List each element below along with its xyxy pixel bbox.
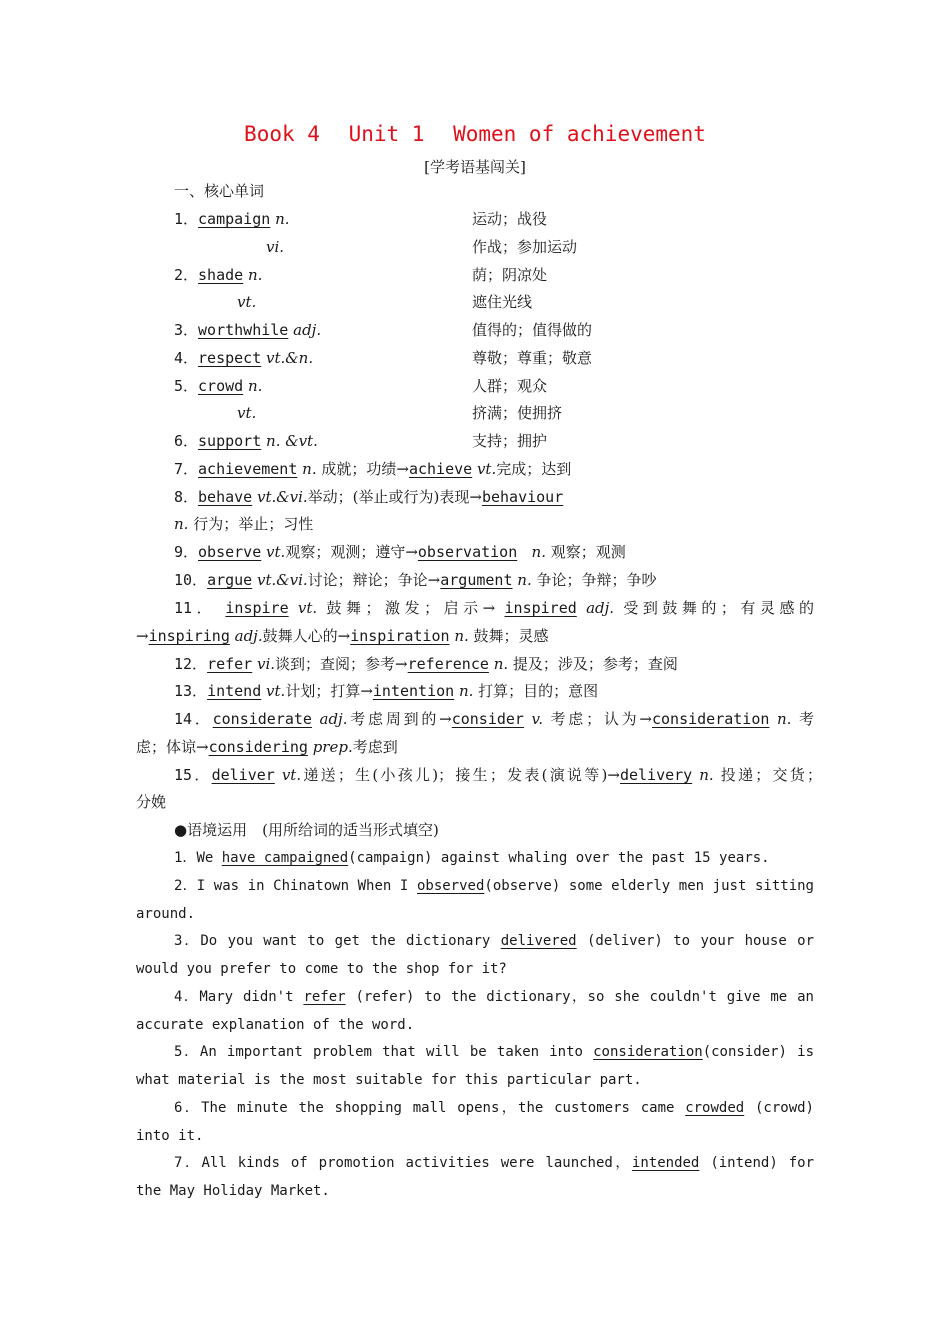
word-row-11: 11． inspire vt. 鼓舞；激发；启示→ inspired adj. 受到鼓舞的；有灵感的 — [174, 599, 814, 617]
exercise-3: 3．Do you want to get the dictionary delivered (deliver) to your house or — [174, 933, 815, 949]
title-topic: Women of achievement — [453, 122, 706, 146]
word-term: behave — [198, 488, 253, 506]
word-meaning: 荫；阴凉处 — [472, 266, 548, 284]
exercise-7: 7．All kinds of promotion activities were launched，intended (intend) for — [174, 1155, 814, 1171]
word-row: 6．support n. &vt. — [174, 432, 318, 450]
word-row: 5．crowd n. — [174, 377, 263, 395]
word-row-14-cont: 虑；体谅→considering prep.考虑到 — [136, 738, 398, 756]
exercise-2-cont: around. — [136, 906, 196, 922]
exercise-6-cont: into it. — [136, 1128, 204, 1144]
word-term: intend — [207, 682, 262, 700]
word-meaning: 值得的；值得做的 — [472, 321, 593, 339]
exercise-7-cont: the May Holiday Market. — [136, 1183, 330, 1199]
exercise-6: 6．The minute the shopping mall opens，the customers came crowded (crowd) — [174, 1100, 814, 1116]
word-term: worthwhile — [198, 321, 289, 339]
word-term: refer — [207, 655, 253, 673]
word-term: inspire — [225, 599, 289, 617]
word-term: observation — [417, 543, 518, 561]
word-term: crowd — [198, 377, 244, 395]
title-unit: Unit 1 — [348, 122, 425, 146]
word-row: 3．worthwhile adj. — [174, 321, 322, 339]
word-term: respect — [198, 349, 262, 367]
word-term: inspiration — [350, 627, 450, 645]
word-term: behaviour — [481, 488, 564, 506]
exercise-answer: observed — [416, 878, 485, 894]
exercise-5-cont: what material is the most suitable for this particular part. — [136, 1072, 642, 1088]
word-term: inspiring — [148, 627, 230, 645]
word-term: achieve — [408, 460, 473, 478]
word-term: considerate — [212, 710, 312, 728]
exercise-2: 2．I was in Chinatown When I observed(observe) some elderly men just sitting — [174, 878, 814, 894]
word-meaning: 挤满；使拥挤 — [472, 404, 563, 422]
word-term: delivery — [619, 766, 693, 784]
word-term: argument — [440, 571, 513, 589]
word-term: consideration — [652, 710, 770, 728]
word-meaning: 支持；拥护 — [472, 432, 548, 450]
title-book: Book 4 — [244, 122, 320, 146]
exercise-4-cont: accurate explanation of the word. — [136, 1017, 415, 1033]
word-meaning: 作战；参加运动 — [472, 238, 578, 256]
word-row: 2．shade n. — [174, 266, 263, 284]
exercise-answer: refer — [303, 989, 346, 1005]
word-row-8-cont: n. 行为；举止；习性 — [174, 515, 314, 533]
word-term: deliver — [211, 766, 275, 784]
exercise-answer: intended — [631, 1155, 700, 1171]
word-term: consider — [451, 710, 524, 728]
word-term: observe — [198, 543, 262, 561]
section-heading-context: ●语境运用 (用所给词的适当形式填空) — [174, 821, 439, 839]
word-row-15: 15．deliver vt.递送；生(小孩儿)；接生；发表(演说等)→delivery n. 投递；交货； — [174, 766, 822, 784]
word-pos: vt. — [237, 404, 257, 422]
word-term: intention — [372, 682, 455, 700]
word-term: argue — [207, 571, 253, 589]
page-subtitle: [学考语基闯关] — [424, 158, 526, 176]
word-row-12: 12．refer vi.谈到；查阅；参考→reference n. 提及；涉及；参考；查阅 — [174, 655, 678, 673]
exercise-4: 4．Mary didn't refer (refer) to the dictionary，so she couldn't give me an — [174, 989, 814, 1005]
exercise-answer: consideration — [593, 1044, 703, 1060]
word-term: considering — [208, 738, 308, 756]
exercise-3-cont: would you prefer to come to the shop for it? — [136, 961, 507, 977]
exercise-1: 1．We have campaigned(campaign) against whaling over the past 15 years. — [174, 850, 770, 866]
word-row: 1．campaign n. — [174, 210, 290, 228]
word-pos: vt. — [237, 293, 257, 311]
word-meaning: 尊敬；尊重；敬意 — [472, 349, 593, 367]
exercise-answer: delivered — [500, 933, 577, 949]
word-meaning: 人群；观众 — [472, 377, 548, 395]
word-term: shade — [198, 266, 244, 284]
word-term: achievement — [198, 460, 298, 478]
word-meaning: 遮住光线 — [472, 293, 533, 311]
word-row-9: 9．observe vt.观察；观测；遵守→observation n. 观察；观测 — [174, 543, 626, 561]
word-term: reference — [407, 655, 489, 673]
exercise-answer: have campaigned — [221, 850, 349, 866]
word-row-15-cont: 分娩 — [136, 793, 167, 811]
word-term: campaign — [198, 210, 271, 228]
exercise-5: 5．An important problem that will be taken into consideration(consider) is — [174, 1044, 814, 1060]
word-term: support — [198, 432, 262, 450]
word-term: inspired — [504, 599, 577, 617]
word-row-13: 13．intend vt.计划；打算→intention n. 打算；目的；意图 — [174, 682, 599, 700]
word-row-10: 10．argue vt.&vi.讨论；辩论；争论→argument n. 争论；争辩；争吵 — [174, 571, 657, 589]
exercise-answer: crowded — [685, 1100, 745, 1116]
word-meaning: 运动；战役 — [472, 210, 548, 228]
word-row: 4．respect vt.&n. — [174, 349, 314, 367]
word-row-8: 8．behave vt.&vi.举动；(举止或行为)表现→behaviour — [174, 488, 564, 506]
word-row-14: 14．considerate adj.考虑周到的→consider v. 考虑；认为→consideration n. 考 — [174, 710, 814, 728]
section-heading-core-words: 一、核心单词 — [174, 182, 265, 200]
word-row-11-cont: →inspiring adj.鼓舞人心的→inspiration n. 鼓舞；灵感 — [136, 627, 549, 645]
word-row-7: 7．achievement n. 成就；功绩→achieve vt.完成；达到 — [174, 460, 572, 478]
page-title — [0, 122, 950, 146]
word-pos: vi. — [266, 238, 285, 256]
